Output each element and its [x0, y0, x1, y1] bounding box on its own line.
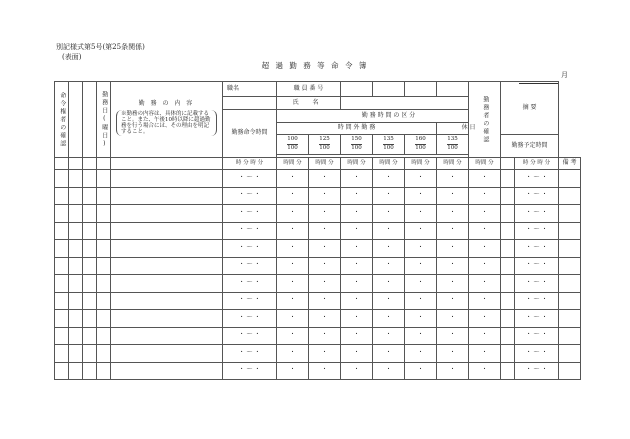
- table-row: [55, 310, 581, 328]
- blank-cell-b[interactable]: [83, 187, 97, 205]
- blank-cell-b[interactable]: [83, 170, 97, 188]
- blank-cell-a[interactable]: [69, 187, 83, 205]
- rate-cell-2[interactable]: ・: [309, 327, 341, 345]
- table-row: [55, 187, 581, 205]
- blank-cell-b[interactable]: [83, 275, 97, 293]
- rate-cell-2[interactable]: ・: [309, 170, 341, 188]
- blank-cell-b[interactable]: [83, 292, 97, 310]
- approver-cell[interactable]: [55, 362, 69, 380]
- remarks-cell[interactable]: [559, 205, 581, 223]
- rate-cell-2[interactable]: ・: [309, 240, 341, 258]
- rate-cell-6[interactable]: ・: [437, 275, 469, 293]
- rate-cell-3[interactable]: ・: [341, 257, 373, 275]
- day-cell[interactable]: [97, 257, 111, 275]
- rate-cell-4[interactable]: ・: [373, 275, 405, 293]
- order-time-cell[interactable]: ・ ～ ・: [223, 275, 277, 293]
- rate-cell-3[interactable]: ・: [341, 292, 373, 310]
- page-title: 超 過 勤 務 等 命 令 簿: [261, 61, 369, 70]
- order-time-cell[interactable]: ・ ～ ・: [223, 240, 277, 258]
- rate-cell-6[interactable]: ・: [437, 240, 469, 258]
- planned-time-cell[interactable]: ・ ～ ・: [515, 275, 559, 293]
- rate-cell-2[interactable]: ・: [309, 187, 341, 205]
- planned-time-header: 勤務予定時間: [501, 135, 559, 158]
- rate-cell-4[interactable]: ・: [373, 205, 405, 223]
- staff-no-digit-1[interactable]: [341, 82, 373, 97]
- table-row: [55, 240, 581, 258]
- rate-cell-4[interactable]: ・: [373, 187, 405, 205]
- table-row: [55, 362, 581, 380]
- planned-time-cell[interactable]: ・ ～ ・: [515, 345, 559, 363]
- order-time-cell[interactable]: ・ ～ ・: [223, 170, 277, 188]
- rate-cell-5[interactable]: ・: [405, 240, 437, 258]
- day-cell[interactable]: [97, 292, 111, 310]
- planned-time-cell[interactable]: ・ ～ ・: [515, 170, 559, 188]
- rate-cell-2[interactable]: ・: [309, 310, 341, 328]
- summary-header: 摘 要: [501, 82, 559, 135]
- confirm-cell[interactable]: [501, 187, 515, 205]
- confirm-cell[interactable]: [501, 275, 515, 293]
- subhead-rate-1: 時間 分: [277, 158, 309, 170]
- rate-cell-1[interactable]: ・: [277, 170, 309, 188]
- table-row: [55, 257, 581, 275]
- remarks-cell[interactable]: [559, 275, 581, 293]
- rate-6: $\frac{135}{100}$: [437, 135, 469, 155]
- rate-cell-3[interactable]: ・: [341, 240, 373, 258]
- name-value[interactable]: [341, 97, 469, 110]
- division-header: 勤 務 時 間 の 区 分: [277, 110, 501, 123]
- rate-4: $\frac{135}{100}$: [373, 135, 405, 155]
- rate-cell-2[interactable]: ・: [309, 257, 341, 275]
- approver-cell[interactable]: [55, 222, 69, 240]
- rate-cell-5[interactable]: ・: [405, 187, 437, 205]
- post-label: 職名: [223, 82, 277, 97]
- rate-cell-7[interactable]: ・: [469, 345, 501, 363]
- rate-cell-1[interactable]: ・: [277, 310, 309, 328]
- day-cell[interactable]: [97, 345, 111, 363]
- rate-cell-7[interactable]: ・: [469, 187, 501, 205]
- subhead-blank-4: [111, 158, 223, 170]
- rate-cell-2[interactable]: ・: [309, 292, 341, 310]
- approver-cell[interactable]: [55, 292, 69, 310]
- blank-cell-b[interactable]: [83, 222, 97, 240]
- table-row: [55, 345, 581, 363]
- remarks-cell[interactable]: [559, 240, 581, 258]
- rate-cell-6[interactable]: ・: [437, 327, 469, 345]
- post-value[interactable]: [223, 97, 277, 110]
- rate-cell-1[interactable]: ・: [277, 362, 309, 380]
- day-cell[interactable]: [97, 310, 111, 328]
- order-time-cell[interactable]: ・ ～ ・: [223, 205, 277, 223]
- rate-cell-7[interactable]: ・: [469, 310, 501, 328]
- day-cell[interactable]: [97, 170, 111, 188]
- rate-cell-3[interactable]: ・: [341, 187, 373, 205]
- rate-cell-4[interactable]: ・: [373, 222, 405, 240]
- rate-cell-7[interactable]: ・: [469, 222, 501, 240]
- planned-time-cell[interactable]: ・ ～ ・: [515, 362, 559, 380]
- approver-cell[interactable]: [55, 310, 69, 328]
- blank-cell-a[interactable]: [69, 327, 83, 345]
- rate-cell-5[interactable]: ・: [405, 362, 437, 380]
- rate-cell-1[interactable]: ・: [277, 345, 309, 363]
- blank-cell-a[interactable]: [69, 362, 83, 380]
- day-cell[interactable]: [97, 362, 111, 380]
- day-cell[interactable]: [97, 187, 111, 205]
- approver-cell[interactable]: [55, 345, 69, 363]
- rate-cell-5[interactable]: ・: [405, 205, 437, 223]
- subhead-remarks: 備 考: [559, 158, 581, 170]
- rate-cell-3[interactable]: ・: [341, 205, 373, 223]
- order-time-cell[interactable]: ・ ～ ・: [223, 327, 277, 345]
- table-row: [55, 170, 581, 188]
- rate-cell-5[interactable]: ・: [405, 275, 437, 293]
- order-time-cell[interactable]: ・ ～ ・: [223, 292, 277, 310]
- rate-cell-4[interactable]: ・: [373, 327, 405, 345]
- remarks-cell[interactable]: [559, 310, 581, 328]
- rate-cell-1[interactable]: ・: [277, 187, 309, 205]
- confirm-cell[interactable]: [501, 222, 515, 240]
- content-cell[interactable]: [111, 327, 223, 345]
- form-side: (表面): [62, 53, 82, 61]
- content-cell[interactable]: [111, 257, 223, 275]
- rate-cell-5[interactable]: ・: [405, 327, 437, 345]
- subhead-order-time: 時 分 時 分: [223, 158, 277, 170]
- subhead-rate-2: 時間 分: [309, 158, 341, 170]
- content-cell[interactable]: [111, 205, 223, 223]
- blank-cell-a[interactable]: [69, 205, 83, 223]
- approver-cell[interactable]: [55, 257, 69, 275]
- approver-cell[interactable]: [55, 170, 69, 188]
- rate-1: $\frac{100}{100}$: [277, 135, 309, 155]
- overtime-order-table: [54, 81, 581, 380]
- confirm-cell[interactable]: [501, 310, 515, 328]
- rate-cell-1[interactable]: ・: [277, 292, 309, 310]
- planned-time-cell[interactable]: ・ ～ ・: [515, 257, 559, 275]
- content-cell[interactable]: [111, 240, 223, 258]
- form-reference: 別記様式第5号(第25条関係): [56, 43, 145, 51]
- rate-cell-5[interactable]: ・: [405, 345, 437, 363]
- approver-cell[interactable]: [55, 187, 69, 205]
- day-cell[interactable]: [97, 205, 111, 223]
- rate-cell-5[interactable]: ・: [405, 310, 437, 328]
- table-row: [55, 292, 581, 310]
- subhead-rate-5: 時間 分: [405, 158, 437, 170]
- order-time-cell[interactable]: ・ ～ ・: [223, 257, 277, 275]
- content-cell[interactable]: [111, 345, 223, 363]
- blank-col-a: [69, 82, 83, 158]
- blank-cell-b[interactable]: [83, 345, 97, 363]
- blank-cell-a[interactable]: [69, 345, 83, 363]
- remarks-cell[interactable]: [559, 257, 581, 275]
- subhead-blank-0: [55, 158, 69, 170]
- confirm-cell[interactable]: [501, 240, 515, 258]
- planned-time-cell[interactable]: ・ ～ ・: [515, 292, 559, 310]
- rate-cell-1[interactable]: ・: [277, 257, 309, 275]
- remarks-cell[interactable]: [559, 345, 581, 363]
- subhead-blank-1: [69, 158, 83, 170]
- planned-time-cell[interactable]: ・ ～ ・: [515, 187, 559, 205]
- name-label: 氏 名: [277, 97, 341, 110]
- blank-cell-b[interactable]: [83, 240, 97, 258]
- content-cell[interactable]: [111, 310, 223, 328]
- rate-cell-1[interactable]: ・: [277, 275, 309, 293]
- rate-cell-4[interactable]: ・: [373, 345, 405, 363]
- confirm-cell[interactable]: [501, 327, 515, 345]
- day-cell[interactable]: [97, 327, 111, 345]
- remarks-cell[interactable]: [559, 327, 581, 345]
- confirm-cell[interactable]: [501, 257, 515, 275]
- rate-cell-3[interactable]: ・: [341, 345, 373, 363]
- staff-no-digit-2[interactable]: [373, 82, 405, 97]
- order-time-cell[interactable]: ・ ～ ・: [223, 310, 277, 328]
- rate-cell-7[interactable]: ・: [469, 292, 501, 310]
- rate-cell-4[interactable]: ・: [373, 362, 405, 380]
- confirm-cell[interactable]: [501, 345, 515, 363]
- rate-cell-7[interactable]: ・: [469, 205, 501, 223]
- rate-cell-6[interactable]: ・: [437, 205, 469, 223]
- rate-cell-2[interactable]: ・: [309, 275, 341, 293]
- blank-cell-b[interactable]: [83, 205, 97, 223]
- subhead-confirm: [501, 158, 515, 170]
- rate-cell-1[interactable]: ・: [277, 205, 309, 223]
- order-time-cell[interactable]: ・ ～ ・: [223, 362, 277, 380]
- order-time-header: 勤務命令時間: [223, 110, 277, 158]
- remarks-cell[interactable]: [559, 170, 581, 188]
- content-cell[interactable]: [111, 292, 223, 310]
- blank-cell-a[interactable]: [69, 257, 83, 275]
- rate-2: $\frac{125}{100}$: [309, 135, 341, 155]
- rate-cell-6[interactable]: ・: [437, 310, 469, 328]
- content-cell[interactable]: [111, 275, 223, 293]
- overtime-header: 時 間 外 勤 務: [277, 123, 437, 135]
- rate-cell-4[interactable]: ・: [373, 310, 405, 328]
- remarks-cell[interactable]: [559, 362, 581, 380]
- subhead-blank-3: [97, 158, 111, 170]
- staff-no-digit-3[interactable]: [405, 82, 437, 97]
- rate-cell-5[interactable]: ・: [405, 292, 437, 310]
- approver-header: 命令権者の確認: [55, 82, 69, 158]
- rate-cell-3[interactable]: ・: [341, 327, 373, 345]
- rate-cell-3[interactable]: ・: [341, 222, 373, 240]
- confirm-cell[interactable]: [501, 362, 515, 380]
- rate-cell-6[interactable]: ・: [437, 345, 469, 363]
- staff-no-digit-4[interactable]: [437, 82, 469, 97]
- approver-cell[interactable]: [55, 240, 69, 258]
- table-row: [55, 205, 581, 223]
- rate-cell-2[interactable]: ・: [309, 222, 341, 240]
- rate-cell-7[interactable]: ・: [469, 327, 501, 345]
- rate-cell-5[interactable]: ・: [405, 170, 437, 188]
- subhead-rate-4: 時間 分: [373, 158, 405, 170]
- day-cell[interactable]: [97, 222, 111, 240]
- rate-cell-5[interactable]: ・: [405, 257, 437, 275]
- rate-cell-7[interactable]: ・: [469, 170, 501, 188]
- order-time-cell[interactable]: ・ ～ ・: [223, 345, 277, 363]
- subhead-blank-2: [83, 158, 97, 170]
- rate-cell-2[interactable]: ・: [309, 205, 341, 223]
- table-row: [55, 222, 581, 240]
- table-row: [55, 275, 581, 293]
- content-note: ※勤務の内容は、具体的に記載すること。また、午後10時以降に超過勤務を行う場合には、その理由を明記すること。: [116, 110, 217, 136]
- confirm-header: 勤務者の確認: [469, 82, 501, 158]
- rate-cell-7[interactable]: ・: [469, 257, 501, 275]
- subhead-planned: 時 分 時 分: [515, 158, 559, 170]
- blank-cell-b[interactable]: [83, 327, 97, 345]
- remarks-cell[interactable]: [559, 292, 581, 310]
- subhead-rate-6: 時間 分: [437, 158, 469, 170]
- blank-cell-b[interactable]: [83, 257, 97, 275]
- subhead-rate-3: 時間 分: [341, 158, 373, 170]
- planned-time-cell[interactable]: ・ ～ ・: [515, 327, 559, 345]
- blank-cell-a[interactable]: [69, 310, 83, 328]
- rate-cell-6[interactable]: ・: [437, 292, 469, 310]
- rate-cell-1[interactable]: ・: [277, 240, 309, 258]
- planned-time-cell[interactable]: ・ ～ ・: [515, 205, 559, 223]
- rate-cell-5[interactable]: ・: [405, 222, 437, 240]
- remarks-cell[interactable]: [559, 222, 581, 240]
- month-label: 月: [561, 71, 568, 79]
- rate-cell-6[interactable]: ・: [437, 187, 469, 205]
- rate-cell-6[interactable]: ・: [437, 362, 469, 380]
- confirm-cell[interactable]: [501, 205, 515, 223]
- rate-cell-4[interactable]: ・: [373, 257, 405, 275]
- rate-cell-3[interactable]: ・: [341, 310, 373, 328]
- planned-time-cell[interactable]: ・ ～ ・: [515, 310, 559, 328]
- blank-cell-a[interactable]: [69, 222, 83, 240]
- day-cell[interactable]: [97, 240, 111, 258]
- rate-cell-1[interactable]: ・: [277, 327, 309, 345]
- table-row: [55, 327, 581, 345]
- blank-cell-a[interactable]: [69, 292, 83, 310]
- rate-cell-2[interactable]: ・: [309, 345, 341, 363]
- staff-no-label: 職 員 番 号: [277, 82, 341, 97]
- rate-cell-4[interactable]: ・: [373, 240, 405, 258]
- rate-cell-3[interactable]: ・: [341, 170, 373, 188]
- rate-cell-6[interactable]: ・: [437, 257, 469, 275]
- remarks-cell[interactable]: [559, 187, 581, 205]
- blank-col-b: [83, 82, 97, 158]
- rate-cell-3[interactable]: ・: [341, 362, 373, 380]
- planned-time-cell[interactable]: ・ ～ ・: [515, 240, 559, 258]
- approver-cell[interactable]: [55, 327, 69, 345]
- rate-cell-4[interactable]: ・: [373, 292, 405, 310]
- day-cell[interactable]: [97, 275, 111, 293]
- approver-cell[interactable]: [55, 275, 69, 293]
- confirm-cell[interactable]: [501, 170, 515, 188]
- content-title: 勤 務 の 内 容: [138, 99, 195, 107]
- content-cell[interactable]: [111, 170, 223, 188]
- rate-cell-4[interactable]: ・: [373, 170, 405, 188]
- confirm-cell[interactable]: [501, 292, 515, 310]
- blank-cell-a[interactable]: [69, 275, 83, 293]
- day-header: 勤務日(曜日): [97, 82, 111, 158]
- order-time-cell[interactable]: ・ ～ ・: [223, 222, 277, 240]
- content-cell[interactable]: [111, 222, 223, 240]
- order-time-cell[interactable]: ・ ～ ・: [223, 187, 277, 205]
- content-header: [111, 82, 223, 158]
- rate-3: $\frac{150}{100}$: [341, 135, 373, 155]
- rate-cell-7[interactable]: ・: [469, 275, 501, 293]
- rate-cell-7[interactable]: ・: [469, 240, 501, 258]
- rate-cell-7[interactable]: ・: [469, 362, 501, 380]
- rate-5: $\frac{160}{100}$: [405, 135, 437, 155]
- holiday-header: 休 日: [437, 123, 501, 135]
- blank-cell-b[interactable]: [83, 362, 97, 380]
- rate-cell-6[interactable]: ・: [437, 170, 469, 188]
- content-cell[interactable]: [111, 362, 223, 380]
- approver-cell[interactable]: [55, 205, 69, 223]
- rate-cell-2[interactable]: ・: [309, 362, 341, 380]
- rate-cell-6[interactable]: ・: [437, 222, 469, 240]
- blank-cell-b[interactable]: [83, 310, 97, 328]
- blank-cell-a[interactable]: [69, 170, 83, 188]
- rate-cell-3[interactable]: ・: [341, 275, 373, 293]
- planned-time-cell[interactable]: ・ ～ ・: [515, 222, 559, 240]
- subhead-rate-7: 時間 分: [469, 158, 501, 170]
- blank-cell-a[interactable]: [69, 240, 83, 258]
- rate-cell-1[interactable]: ・: [277, 222, 309, 240]
- content-cell[interactable]: [111, 187, 223, 205]
